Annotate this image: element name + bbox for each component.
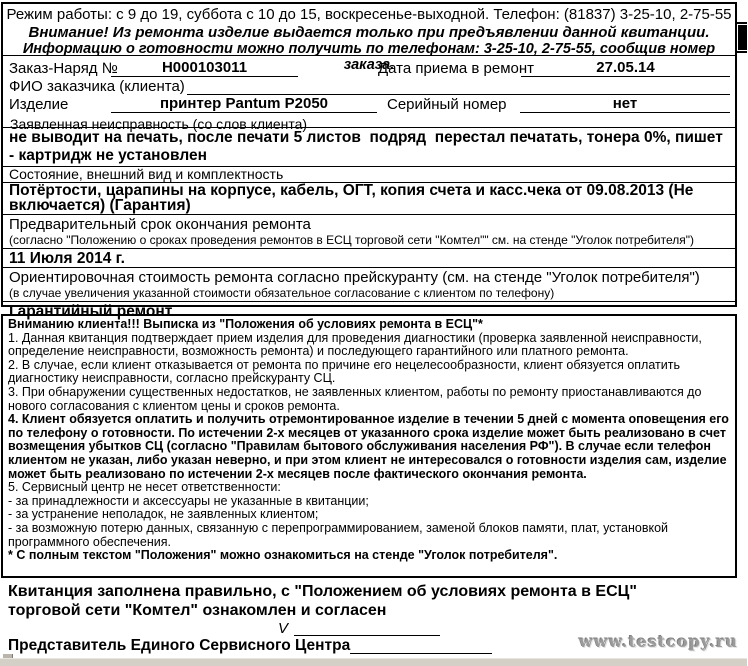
attention-line: Внимание! Из ремонта изделие выдается только при предъявлении данной квитанции.: [28, 24, 710, 41]
terms-box: [1, 314, 737, 578]
signature-v-mark: V: [278, 620, 289, 637]
client-name-label: ФИО заказчика (клиента): [9, 78, 185, 95]
cost-label: Ориентировочная стоимость ремонта согласно прейскуранту (см. на стенде "Уголок потребителя"): [9, 269, 700, 286]
window-edge-artifact: [735, 22, 747, 53]
terms-paragraph-3: 3. При обнаружении существенных недостатков, не заявленных клиентом, работы по ремонту приостанавливаются до нового согласования с клиентом цены и сроков ремонта.: [8, 384, 702, 413]
terms-liability-item-2: - за устранение неполадок, не заявленных клиентом;: [8, 507, 319, 522]
accept-date-label: Дата приема в ремонт: [378, 60, 535, 77]
deadline-date: 11 Июля 2014 г.: [3, 248, 735, 267]
item-value: принтер Pantum P2050: [111, 95, 377, 113]
item-row: [9, 95, 730, 113]
terms-paragraph-4: 4. Клиент обязуется оплатить и получить отремонтированное изделие в течении 5 дней с момента оповещения его по телефону о готовности. По истечении 2-х месяцев от указанного срока изделие может быть реализовано в счет возмещения убытков СЦ (согласно "Правилам бытового обслуживания населения РФ"). В случае если телефон клиентом не указан, либо указан неверно, и при этом клиент не интересовался о готовности изделия сам, изделие может быть реализовано по истечении 2-х месяцев после фактического окончания ремонта.: [8, 412, 729, 481]
terms-liability-item-1: - за принадлежности и аксессуары не указанные в квитанции;: [8, 493, 369, 508]
client-signature-row: [278, 620, 440, 636]
serial-number-label: Серийный номер: [387, 96, 507, 113]
serial-number-value: нет: [520, 95, 730, 113]
cost-section: [3, 267, 735, 301]
terms-paragraph-2: 2. В случае, если клиент отказывается от ремонта по причине его нецелесообразности, клиент обязуется оплатить диагностику неисправности, согласно прейскуранту СЦ.: [8, 357, 680, 386]
deadline-section: [3, 214, 735, 248]
deadline-note: (согласно "Положению о сроках проведения ремонтов в ЕСЦ торговой сети "Комтел"" см. на стенде "Уголок потребителя"): [9, 233, 695, 247]
horizontal-scrollbar-strip[interactable]: [0, 658, 747, 666]
accept-date-value: 27.05.14: [521, 59, 730, 77]
confirmation-statement: Квитанция заполнена правильно, с "Положением об условиях ремонта в ЕСЦ" торговой сети "Комтел" ознакомлен и согласен: [8, 583, 637, 619]
repair-type-value: Гарантийный ремонт: [3, 301, 735, 321]
order-number-value: Н000103011: [111, 59, 298, 77]
terms-title: Вниманию клиента!!! Выписка из "Положения об условиях ремонта в ЕСЦ"*: [8, 317, 483, 331]
condition-section-label: Состояние, внешний вид и комплектность: [3, 166, 735, 182]
watermark-text: www.testcopy.ru: [579, 632, 738, 651]
client-name-value: [187, 77, 730, 95]
representative-label: Представитель Единого Сервисного Центра: [8, 637, 351, 654]
terms-paragraph-1: 1. Данная квитанция подтверждает прием изделия для проведения диагностики (проверка заявленной неисправности, определение неисправности, возможность ремонта) и последующего гарантийного или платного ремонта.: [8, 330, 702, 359]
item-label: Изделие: [9, 96, 69, 113]
terms-paragraph-5: 5. Сервисный центр не несет ответственности:: [8, 480, 281, 495]
info-phones-line: Информацию о готовности можно получить по телефонам: 3-25-10, 2-75-55, сообщив номер заказа.: [22, 41, 716, 73]
working-hours-line: Режим работы: с 9 до 19, суббота с 10 до 15, воскресенье-выходной. Телефон: (81837) 3-25-10, 2-75-55: [6, 6, 732, 23]
defect-section-label: Заявленная неисправность (со слов клиента): [10, 116, 308, 132]
cost-note: (в случае увеличения указанной стоимости обязательное согласование с клиентом по телефону): [9, 286, 555, 300]
representative-row: [8, 637, 492, 654]
deadline-label: Предварительный срок окончания ремонта: [9, 216, 311, 233]
terms-liability-item-3: - за возможную потерю данных, связанную с перепрограммированием, заменой блоков памяти, плат, установкой программного обеспечения.: [8, 520, 669, 549]
representative-signature-line: [350, 640, 492, 654]
terms-footnote: * С полным текстом "Положения" можно ознакомиться на стенде "Уголок потребителя".: [8, 548, 558, 563]
client-signature-line: [294, 622, 440, 636]
order-number-label: Заказ-Наряд №: [9, 60, 118, 77]
condition-description: Потёртости, царапины на корпусе, кабель, ОГТ, копия счета и касс.чека от 09.08.2013 (Не включается) (Гарантия): [3, 182, 735, 214]
order-form-box: [1, 2, 737, 320]
defect-description: не выводит на печать, после печати 5 листов подряд перестал печатать, тонера 0%, пишет - картридж не установлен: [3, 127, 735, 166]
client-name-row: [9, 77, 730, 95]
